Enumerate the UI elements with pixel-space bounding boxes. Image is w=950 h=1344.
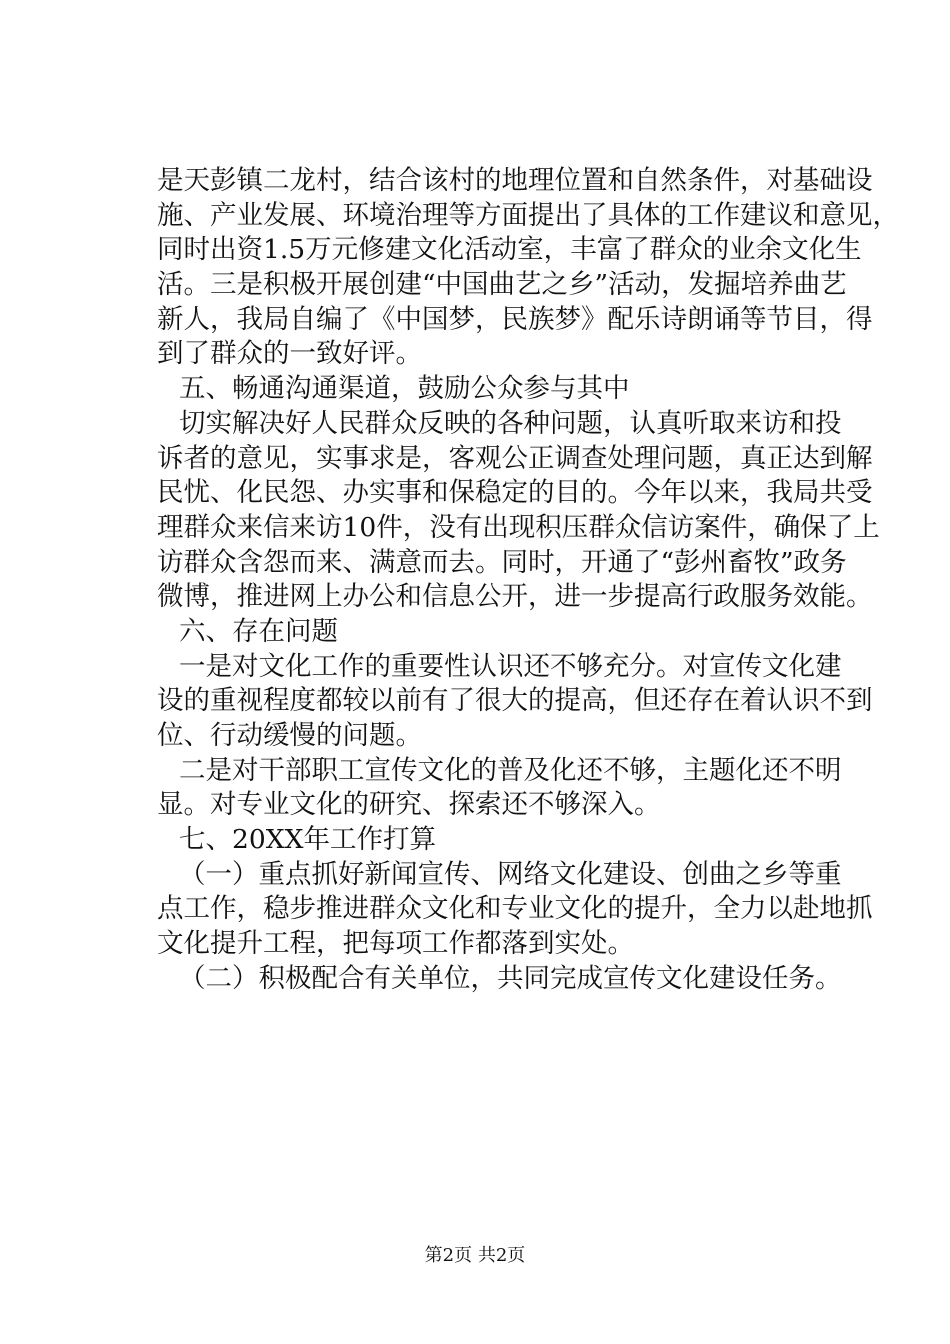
page-footer: 第2页 共2页 — [424, 1245, 526, 1266]
paragraph-line: 切实解决好人民群众反映的各种问题，认真听取来访和投 — [179, 407, 842, 439]
paragraph-line: 位、行动缓慢的问题。 — [157, 720, 422, 751]
paragraph-line: 二是对干部职工宣传文化的普及化还不够，主题化还不明 — [179, 754, 842, 786]
paragraph-line: 点工作，稳步推进群众文化和专业文化的提升，全力以赴地抓 — [157, 893, 873, 925]
paragraph-line: 是天彭镇二龙村，结合该村的地理位置和自然条件，对基础设 — [157, 165, 873, 196]
paragraph-line: 微博，推进网上办公和信息公开，进一步提高行政服务效能。 — [157, 581, 873, 613]
section-heading: 六、存在问题 — [179, 615, 338, 647]
paragraph-line: 活。三是积极开展创建“中国曲艺之乡”活动，发掘培养曲艺 — [157, 269, 847, 301]
section-heading: 七、20XX年工作打算 — [179, 824, 436, 856]
paragraph-line: 设的重视程度都较以前有了很大的提高，但还存在着认识不到 — [157, 685, 873, 717]
paragraph-line: 到了群众的一致好评。 — [157, 338, 422, 370]
paragraph-line: 诉者的意见，实事求是，客观公正调查处理问题，真正达到解 — [157, 442, 873, 474]
paragraph-line: （一）重点抓好新闻宣传、网络文化建设、创曲之乡等重 — [179, 858, 842, 890]
paragraph-line: 新人，我局自编了《中国梦，民族梦》配乐诗朗诵等节目，得 — [157, 303, 873, 335]
paragraph-line: 施、产业发展、环境治理等方面提出了具体的工作建议和意见， — [157, 199, 899, 231]
paragraph-line: 一是对文化工作的重要性认识还不够充分。对宣传文化建 — [179, 650, 842, 682]
paragraph-line: 访群众含怨而来、满意而去。同时，开通了“彭州畜牧”政务 — [157, 546, 847, 578]
paragraph-line: （二）积极配合有关单位，共同完成宣传文化建设任务。 — [179, 962, 842, 994]
paragraph-line: 同时出资1.5万元修建文化活动室，丰富了群众的业余文化生 — [157, 234, 862, 266]
paragraph-line: 理群众来信来访10件，没有出现积压群众信访案件，确保了上 — [157, 511, 880, 543]
document-body — [157, 164, 899, 997]
paragraph-line: 文化提升工程，把每项工作都落到实处。 — [157, 928, 634, 960]
paragraph-line: 显。对专业文化的研究、探索还不够深入。 — [157, 789, 661, 821]
section-heading: 五、畅通沟通渠道，鼓励公众参与其中 — [179, 373, 630, 405]
paragraph-line: 民忧、化民怨、办实事和保稳定的目的。今年以来，我局共受 — [157, 477, 873, 509]
